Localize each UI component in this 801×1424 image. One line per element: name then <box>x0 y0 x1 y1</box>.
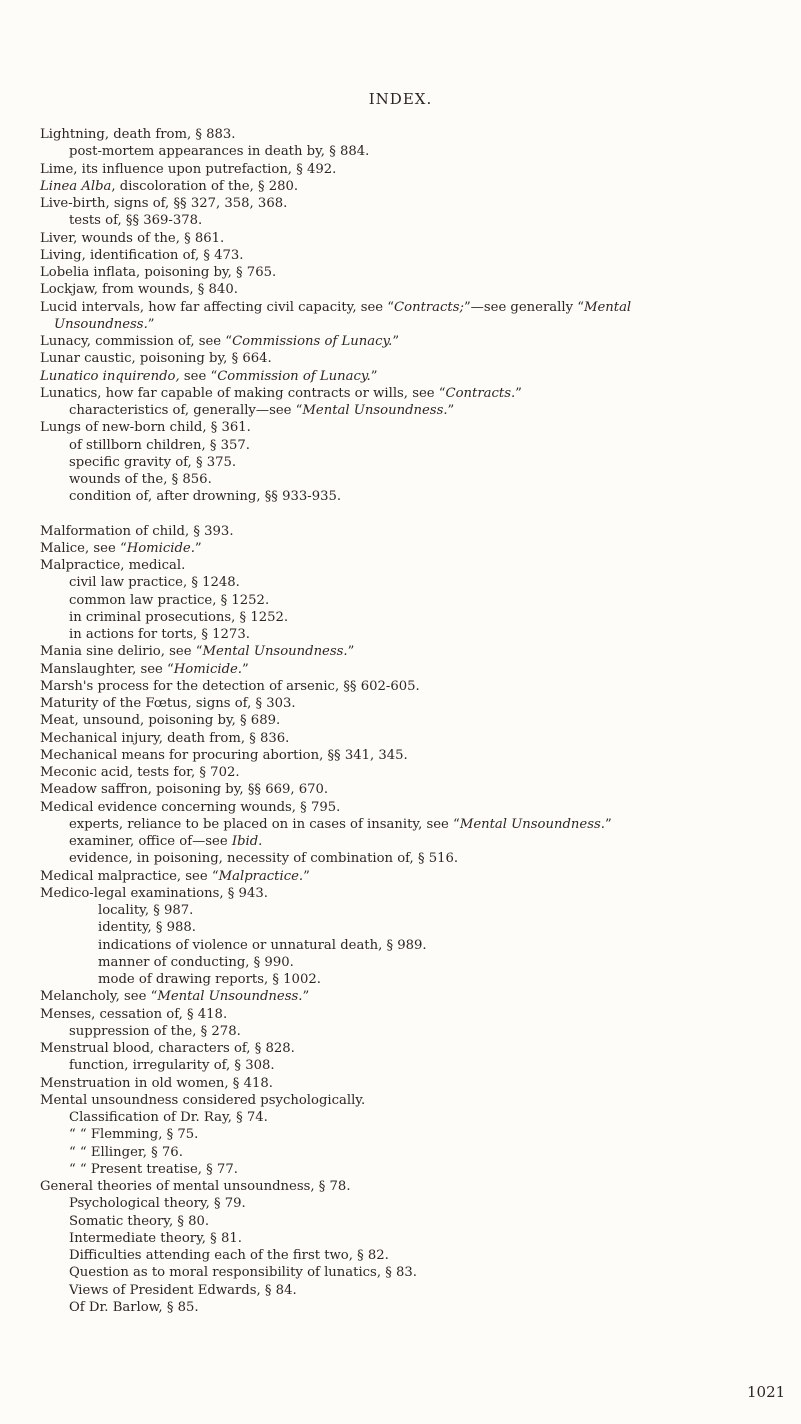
entry-text: ” <box>515 385 522 401</box>
entry-text: ” <box>447 403 455 418</box>
index-entry <box>40 419 795 436</box>
entry-text: common law practice, § 1252. <box>69 592 270 608</box>
entry-text: Menses, cessation of, § 418. <box>40 1006 228 1022</box>
cross-reference-italic: Homicide. <box>126 540 195 556</box>
entry-text: Lime, its influence upon putrefaction, § 492. <box>40 161 337 177</box>
index-subentry <box>40 143 795 160</box>
entry-text: mode of drawing reports, § 1002. <box>98 972 321 987</box>
entry-text: ” <box>392 334 400 349</box>
index-entry <box>40 678 795 695</box>
index-subentry <box>40 437 795 454</box>
entry-text: ” <box>347 644 355 660</box>
index-subentry <box>40 1057 795 1074</box>
index-entry <box>40 799 795 816</box>
entry-text: Difficulties attending each of the first two, § 82. <box>69 1248 389 1263</box>
entry-text: Menstruation in old women, § 418. <box>40 1075 273 1091</box>
entry-text: Marsh's process for the detection of arsenic, §§ 602-605. <box>40 678 420 694</box>
entry-text: Lockjaw, from wounds, § 840. <box>40 282 238 298</box>
index-entry <box>40 333 795 350</box>
index-entry <box>40 281 795 298</box>
entry-text: identity, § 988. <box>98 920 197 936</box>
index-subentry <box>40 902 795 919</box>
entry-text: Meadow saffron, poisoning by, §§ 669, 670. <box>40 782 329 798</box>
entry-text: Menstrual blood, characters of, § 828. <box>40 1041 295 1056</box>
entry-text: Manslaughter, see “ <box>40 661 174 677</box>
index-entry <box>40 195 795 212</box>
entry-text: Mechanical means for procuring abortion, §§ 341, 345. <box>40 747 408 763</box>
index-entry <box>40 730 795 747</box>
index-subentry <box>40 833 795 850</box>
cross-reference-italic: Mental <box>583 299 632 315</box>
entry-text: ” <box>242 661 249 677</box>
entry-text: Melancholy, see “ <box>40 989 158 1005</box>
entry-text: Meconic acid, tests for, § 702. <box>40 765 240 780</box>
index-subentry <box>40 1109 795 1126</box>
entry-text: Living, identification of, § 473. <box>40 247 244 263</box>
entry-text: Malice, see “ <box>40 540 127 556</box>
entry-text: ” <box>302 989 310 1005</box>
entry-text: Medical evidence concerning wounds, § 795. <box>40 799 341 815</box>
entry-text: Psychological theory, § 79. <box>69 1196 246 1212</box>
entry-text: Lungs of new-born child, § 361. <box>40 420 251 436</box>
entry-text: “ “ Flemming, § 75. <box>69 1127 199 1143</box>
index-entry <box>40 712 795 729</box>
cross-reference-italic: Mental Unsoundness. <box>459 816 605 832</box>
index-subentry <box>40 1195 795 1212</box>
index-entry <box>40 350 795 367</box>
entry-text: General theories of mental unsoundness, § 78. <box>40 1179 351 1194</box>
entry-text: Classification of Dr. Ray, § 74. <box>69 1110 268 1125</box>
index-subentry <box>40 919 795 936</box>
entry-text: Question as to moral responsibility of lunatics, § 83. <box>69 1265 417 1281</box>
entry-text: Lucid intervals, how far affecting civil capacity, see “ <box>40 299 395 315</box>
index-subentry <box>40 1144 795 1161</box>
index-subentry <box>40 1299 795 1316</box>
index-subentry <box>40 1023 795 1040</box>
index-subentry <box>40 454 795 471</box>
entry-text: post-mortem appearances in death by, § 884. <box>69 144 370 160</box>
index-entry <box>40 126 795 143</box>
cross-reference-italic: Contracts; <box>394 299 464 315</box>
index-subentry <box>40 609 795 626</box>
entry-text: specific gravity of, § 375. <box>69 454 237 470</box>
entry-text: in criminal prosecutions, § 1252. <box>69 609 289 625</box>
entry-text: Maturity of the Fœtus, signs of, § 303. <box>40 696 296 711</box>
entry-text: Intermediate theory, § 81. <box>69 1230 242 1246</box>
entry-text: ” <box>604 816 612 832</box>
index-entry <box>40 161 795 178</box>
index-entry <box>40 385 795 402</box>
entry-text: ” <box>370 368 378 384</box>
index-entry <box>40 643 795 660</box>
entry-text: Meat, unsound, poisoning by, § 689. <box>40 713 281 729</box>
cross-reference-italic: Mental Unsoundness. <box>202 644 348 660</box>
entry-text: Lunatics, how far capable of making contracts or wills, see “ <box>40 385 446 401</box>
entry-text: Mania sine delirio, see “ <box>40 644 203 660</box>
index-subentry <box>40 971 795 988</box>
index-entry <box>40 747 795 764</box>
index-subentry <box>40 850 795 867</box>
entry-text: locality, § 987. <box>98 903 194 918</box>
index-subentry <box>40 1161 795 1178</box>
cross-reference-italic: Lunatico inquirendo, <box>40 368 180 384</box>
cross-reference-italic: Mental Unsoundness. <box>302 403 448 418</box>
index-subentry <box>40 1213 795 1230</box>
entry-text: Of Dr. Barlow, § 85. <box>69 1299 199 1315</box>
section-gap <box>40 506 795 523</box>
entry-text: Malformation of child, § 393. <box>40 523 234 539</box>
entry-text: function, irregularity of, § 308. <box>69 1058 275 1074</box>
entry-text: ” <box>147 316 155 332</box>
entry-text: , discoloration of the, § 280. <box>111 178 299 194</box>
index-subentry <box>40 1282 795 1299</box>
index-subentry <box>40 937 795 954</box>
entry-text: in actions for torts, § 1273. <box>69 627 250 642</box>
entry-text: indications of violence or unnatural death, § 989. <box>98 937 427 953</box>
index-entry <box>40 264 795 281</box>
index-entry <box>40 1006 795 1023</box>
cross-reference-italic: Contracts. <box>445 385 516 401</box>
entry-text: ” <box>194 540 202 556</box>
index-entry <box>40 1092 795 1109</box>
entry-text: Lunacy, commission of, see “ <box>40 334 233 349</box>
cross-reference-italic: Unsoundness. <box>54 316 148 332</box>
entry-text: Medico-legal examinations, § 943. <box>40 885 268 901</box>
index-entry <box>40 1178 795 1195</box>
cross-reference-italic: Mental Unsoundness. <box>157 989 303 1005</box>
index-subentry <box>40 592 795 609</box>
index-entry <box>40 695 795 712</box>
index-subentry <box>40 1230 795 1247</box>
index-subentry <box>40 574 795 591</box>
entry-text: Liver, wounds of the, § 861. <box>40 230 225 246</box>
entry-text: civil law practice, § 1248. <box>69 575 240 591</box>
cross-reference-italic: Malpractice. <box>218 868 304 884</box>
index-subentry <box>40 626 795 643</box>
entry-text: see “ <box>179 368 218 384</box>
entry-text: ” <box>303 868 310 884</box>
page-number: 1021 <box>747 1383 786 1401</box>
entry-text: examiner, office of—see <box>69 834 232 849</box>
index-entry <box>40 781 795 798</box>
index-entry <box>40 557 795 574</box>
entry-text: Live-birth, signs of, §§ 327, 358, 368. <box>40 196 288 211</box>
entry-text: of stillborn children, § 357. <box>69 437 250 453</box>
entry-text: Medical malpractice, see “ <box>40 868 219 884</box>
index-entry <box>40 764 795 781</box>
entry-text: characteristics of, generally—see “ <box>69 403 303 418</box>
entry-text: Somatic theory, § 80. <box>69 1213 210 1229</box>
entry-text: suppression of the, § 278. <box>69 1023 241 1039</box>
index-subentry <box>40 402 795 419</box>
index-subentry <box>40 316 795 333</box>
index-entry <box>40 247 795 264</box>
index-entry <box>40 868 795 885</box>
index-entry <box>40 230 795 247</box>
index-subentry <box>40 1126 795 1143</box>
index-subentry <box>40 954 795 971</box>
index-entry <box>40 885 795 902</box>
entry-text: Lunar caustic, poisoning by, § 664. <box>40 351 272 367</box>
index-subentry <box>40 816 795 833</box>
entry-text: “ “ Ellinger, § 76. <box>69 1144 183 1160</box>
entry-text: evidence, in poisoning, necessity of combination of, § 516. <box>69 851 459 867</box>
entry-text: wounds of the, § 856. <box>69 472 212 487</box>
cross-reference-italic: Commissions of Lunacy. <box>232 334 393 349</box>
index-body <box>40 126 795 1316</box>
cross-reference-italic: Ibid. <box>231 834 263 849</box>
index-subentry <box>40 1247 795 1264</box>
cross-reference-italic: Commission of Lunacy. <box>217 368 371 384</box>
entry-text: Malpractice, medical. <box>40 558 186 573</box>
entry-text: manner of conducting, § 990. <box>98 954 294 970</box>
index-entry <box>40 178 795 195</box>
page-title: INDEX. <box>368 90 433 108</box>
entry-text: Lobelia inflata, poisoning by, § 765. <box>40 265 277 280</box>
index-subentry <box>40 488 795 505</box>
index-entry <box>40 368 795 385</box>
entry-text: tests of, §§ 369-378. <box>69 213 203 229</box>
cross-reference-italic: Homicide. <box>173 661 243 677</box>
index-entry <box>40 988 795 1005</box>
entry-text: Views of President Edwards, § 84. <box>69 1282 297 1298</box>
entry-text: Mental unsoundness considered psychologically. <box>40 1092 366 1108</box>
index-subentry <box>40 471 795 488</box>
entry-text: experts, reliance to be placed on in cases of insanity, see “ <box>69 816 460 832</box>
index-entry <box>40 661 795 678</box>
index-entry <box>40 540 795 557</box>
index-entry <box>40 1040 795 1057</box>
entry-text: condition of, after drowning, §§ 933-935. <box>69 489 342 505</box>
index-entry <box>40 299 795 316</box>
entry-text: “ “ Present treatise, § 77. <box>69 1161 238 1177</box>
index-entry <box>40 523 795 540</box>
index-entry <box>40 1075 795 1092</box>
cross-reference-italic: Linea Alba <box>40 178 112 194</box>
entry-text: Lightning, death from, § 883. <box>40 127 236 142</box>
entry-text: Mechanical injury, death from, § 836. <box>40 730 290 746</box>
index-subentry <box>40 1264 795 1281</box>
index-subentry <box>40 212 795 229</box>
entry-text: ”—see generally “ <box>463 299 584 315</box>
